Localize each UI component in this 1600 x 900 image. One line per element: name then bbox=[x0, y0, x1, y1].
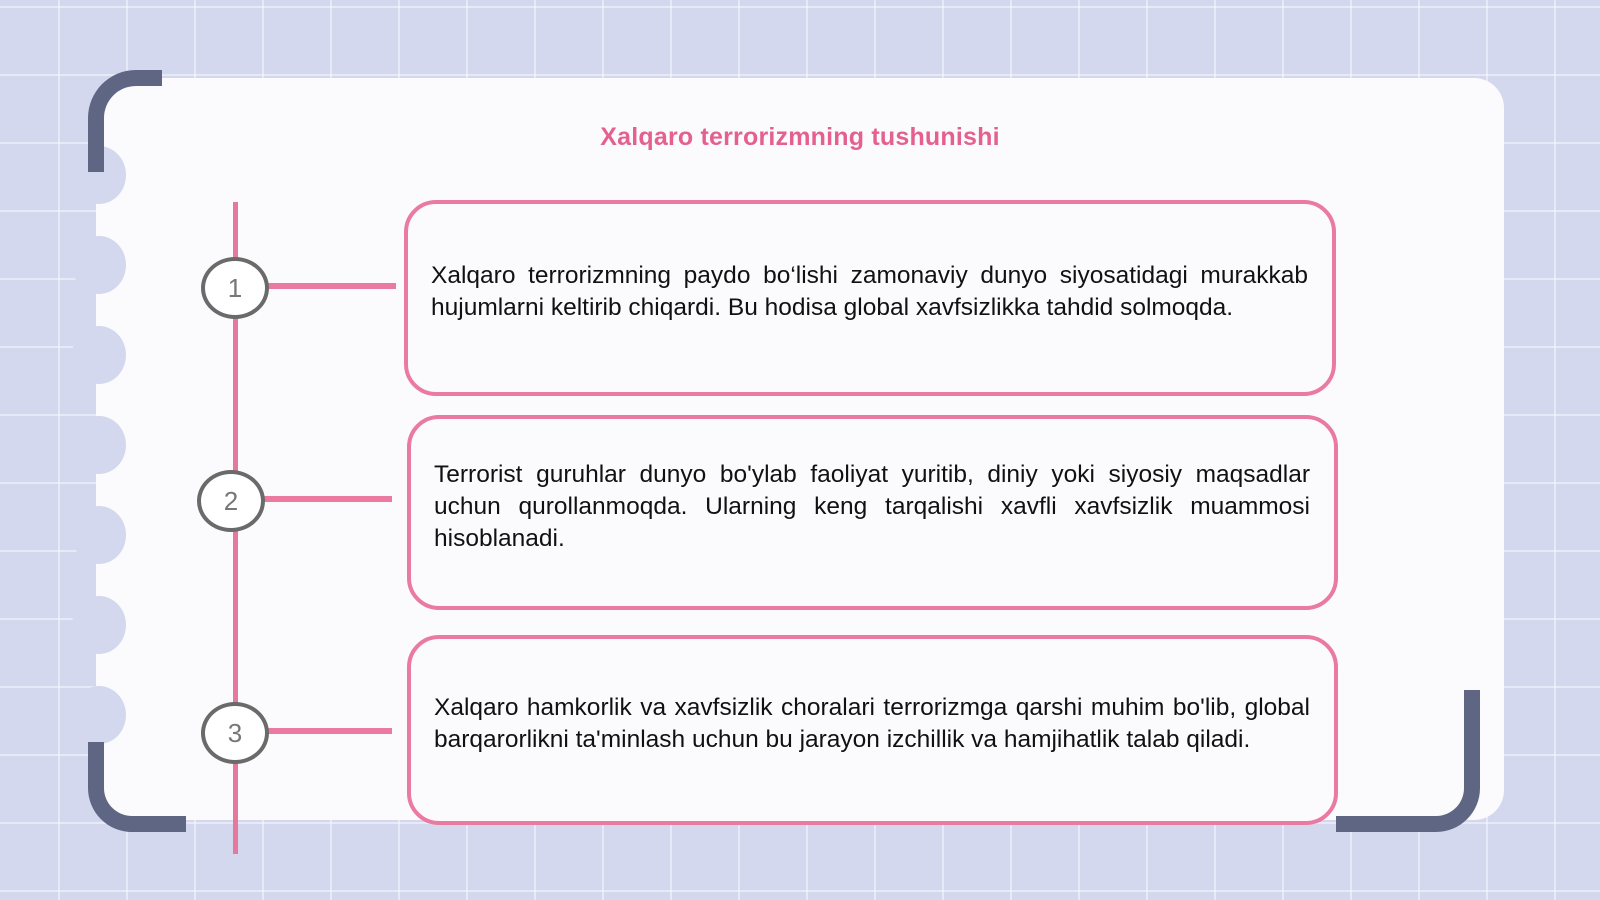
timeline-connector bbox=[262, 728, 392, 734]
corner-bracket-top-left bbox=[88, 70, 162, 172]
step-card bbox=[404, 200, 1336, 396]
step-card-text: Terrorist guruhlar dunyo bo'ylab faoliyat yuritib, diniy yoki siyosiy maqsadlar uchun qurollanmoqda. Ularning keng tarqalishi xavfli xavfsizlik muammosi hisoblanadi. bbox=[434, 460, 1310, 552]
step-number-circle: 3 bbox=[201, 702, 269, 764]
paper-scallop bbox=[72, 596, 126, 654]
paper-scallop bbox=[72, 416, 126, 474]
step-number-circle: 1 bbox=[201, 257, 269, 319]
paper-scallop bbox=[72, 326, 126, 384]
paper-scallop bbox=[72, 506, 126, 564]
paper-scallop bbox=[72, 686, 126, 744]
step-card-text: Xalqaro terrorizmning paydo bo‘lishi zamonaviy dunyo siyosatidagi murakkab hujumlarni keltirib chiqardi. Bu hodisa global xavfsizlikka tahdid solmoqda. bbox=[431, 262, 1308, 321]
corner-bracket-bottom-right bbox=[1336, 690, 1480, 832]
paper-scallop bbox=[72, 236, 126, 294]
timeline-connector bbox=[256, 496, 392, 502]
step-card-text: Xalqaro hamkorlik va xavfsizlik choralari terrorizmga qarshi muhim bo'lib, global barqarorlikni ta'minlash uchun bu jarayon izchillik va hamjihatlik talab qiladi. bbox=[434, 694, 1310, 753]
slide-title: Xalqaro terrorizmning tushunishi bbox=[600, 123, 1000, 151]
timeline-connector bbox=[262, 283, 396, 289]
step-number-circle: 2 bbox=[197, 470, 265, 532]
corner-bracket-bottom-left bbox=[88, 742, 186, 832]
step-card bbox=[407, 415, 1338, 610]
step-card bbox=[407, 635, 1338, 825]
